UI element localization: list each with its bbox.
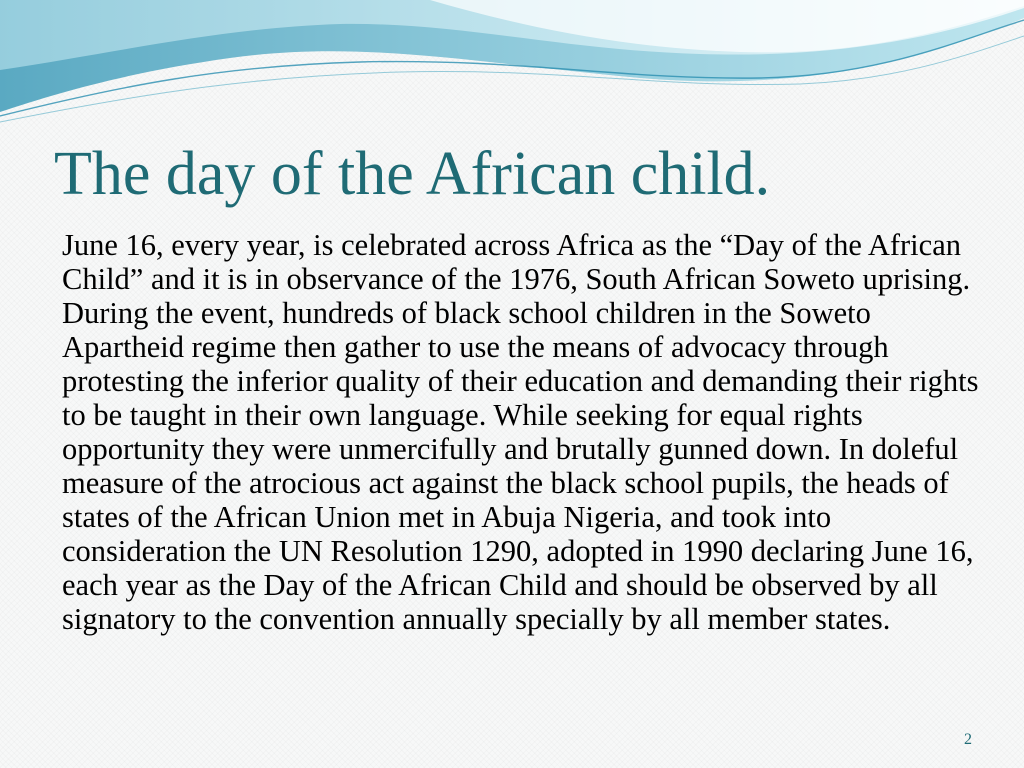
slide-body-text: June 16, every year, is celebrated across Africa as the “Day of the African Child” and it is in observance of the 1976, South African Soweto uprising. During the event, hundreds of black school children in the Soweto Apartheid regime then gather to use the means of advocacy through protesting the inferior quality of their education and demanding their rights to be taught in their own language. While seeking for equal rights opportunity they were unmercifully and brutally gunned down. In doleful measure of the atrocious act against the black school pupils, the heads of states of the African Union met in Abuja Nigeria, and took into consideration the UN Resolution 1290, adopted in 1990 declaring June 16, each year as the Day of the African Child and should be observed by all signatory to the convention annually specially by all member states. <box>62 228 979 636</box>
slide-title: The day of the African child. <box>54 140 771 208</box>
wave-header-decoration <box>0 0 1024 130</box>
page-number: 2 <box>964 731 972 748</box>
